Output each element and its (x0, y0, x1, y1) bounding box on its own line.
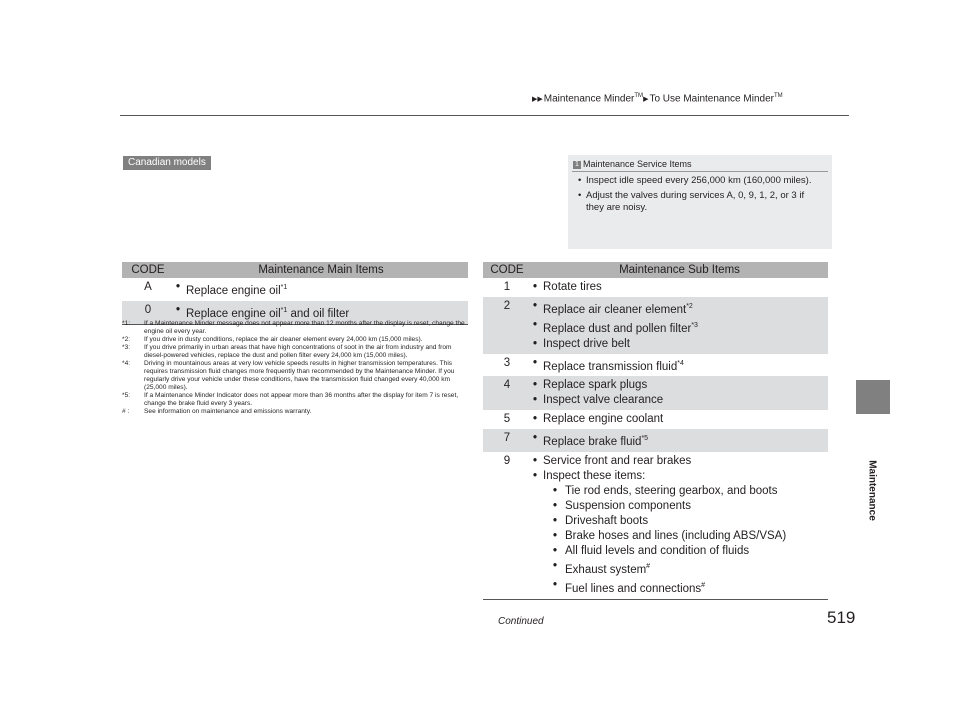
item-cell: • Replace spark plugs • Inspect valve clearance (531, 376, 828, 410)
code-cell: A (144, 281, 152, 293)
model-tag: Canadian models (123, 156, 211, 170)
table-row (483, 278, 828, 297)
continued-label: Continued (498, 616, 544, 627)
table-row (483, 297, 828, 354)
column-header-sub-items: Maintenance Sub Items (531, 262, 828, 278)
note-title: 1 Maintenance Service Items (573, 159, 692, 169)
item-cell: • Replace engine oil$^{*1}$ (174, 278, 468, 301)
page-number: 519 (827, 608, 856, 627)
code-cell: 4 (483, 376, 531, 410)
item-cell: • Replace transmission fluid$^{*4}$ (531, 354, 828, 377)
code-cell: 2 (483, 297, 531, 354)
item-cell: • Rotate tires (531, 278, 828, 297)
chapter-tab-marker (856, 380, 890, 414)
note-item: • Inspect idle speed every 256,000 km (160,000 miles). (578, 175, 824, 188)
table-row (483, 376, 828, 410)
code-cell: 7 (483, 429, 531, 452)
item-cell: • Replace brake fluid$^{*5}$ (531, 429, 828, 452)
chapter-tab-label: Maintenance (866, 460, 878, 521)
footnote: *4: Driving in mountainous areas at very low vehicle speeds results in higher transmission temperatures. This requires transmission fluid changes more frequently than recommended by the Maintenance Minder. If you regularly drive your vehicle under these conditions, have the transmission fluid changed every 40,000 km (25,000 miles). (122, 360, 455, 391)
item-cell: • Replace engine coolant (531, 410, 828, 429)
column-header-code: CODE (122, 262, 174, 278)
triangle-icon: ▶ (643, 96, 649, 104)
header-divider (120, 115, 849, 116)
table-row (122, 278, 468, 301)
note-box (568, 155, 832, 249)
footnote: *1: If a Maintenance Minder message does not appear more than 12 months after the display is reset, change the engine oil every year. (122, 320, 465, 335)
note-item: • Adjust the valves during services A, 0, 9, 1, 2, or 3 if they are noisy. (578, 190, 824, 215)
breadcrumb-section[interactable]: Maintenance Minder (543, 93, 635, 105)
page-title: To Use Maintenance Minder (649, 93, 774, 105)
sub-items-table (483, 262, 828, 600)
code-cell: 9 (503, 455, 511, 468)
main-items-table (122, 262, 468, 325)
column-header-code: CODE (483, 262, 531, 278)
breadcrumb: ▶▶Maintenance Minder™▶To Use Maintenance Minder™ (532, 93, 783, 105)
code-cell: 1 (503, 281, 511, 293)
table-row (483, 429, 828, 452)
footnote: *5: If a Maintenance Minder Indicator does not appear more than 36 months after the display for item 7 is reset, change the brake fluid every 3 years. (122, 392, 459, 407)
item-cell: • Service front and rear brakes • Inspect these items: • Tie rod ends, steering gearbox, and boots • Suspension components • Driveshaft boots • Brake hoses and lines (including ABS/VSA) • All fluid levels and condition of fluids • Exhaust system# • Fuel lines and connections# (531, 452, 828, 599)
table-row (483, 354, 828, 377)
table-row (483, 410, 828, 429)
table-header-row (483, 262, 828, 278)
table-header-row (122, 262, 468, 278)
item-cell: • Replace engine oil$^{*1}$ and oil filter (174, 301, 468, 324)
note-divider (572, 171, 828, 172)
footnotes (122, 320, 470, 416)
note-list (578, 175, 824, 217)
footnote: # : See information on maintenance and emissions warranty. (122, 408, 312, 415)
code-cell: 3 (503, 356, 511, 369)
footnote: *2: If you drive in dusty conditions, replace the air cleaner element every 24,000 km (15,000 miles). (122, 336, 423, 343)
item-cell: • Replace air cleaner element$^{*2}$ • Replace dust and pollen filter$^{*3}$ • Inspect drive belt (531, 297, 828, 354)
note-icon: 1 (573, 161, 581, 169)
column-header-main-items: Maintenance Main Items (174, 262, 468, 278)
code-cell: 0 (122, 301, 174, 324)
footnote: *3: If you drive primarily in urban areas that have high concentrations of soot in the air from industry and from diesel-powered vehicles, replace the dust and pollen filter every 24,000 km (15,000 miles). (122, 344, 452, 359)
triangle-icon: ▶▶ (532, 96, 543, 104)
table-row (483, 452, 828, 599)
code-cell: 5 (503, 413, 511, 426)
chapter-tab[interactable] (856, 380, 890, 547)
